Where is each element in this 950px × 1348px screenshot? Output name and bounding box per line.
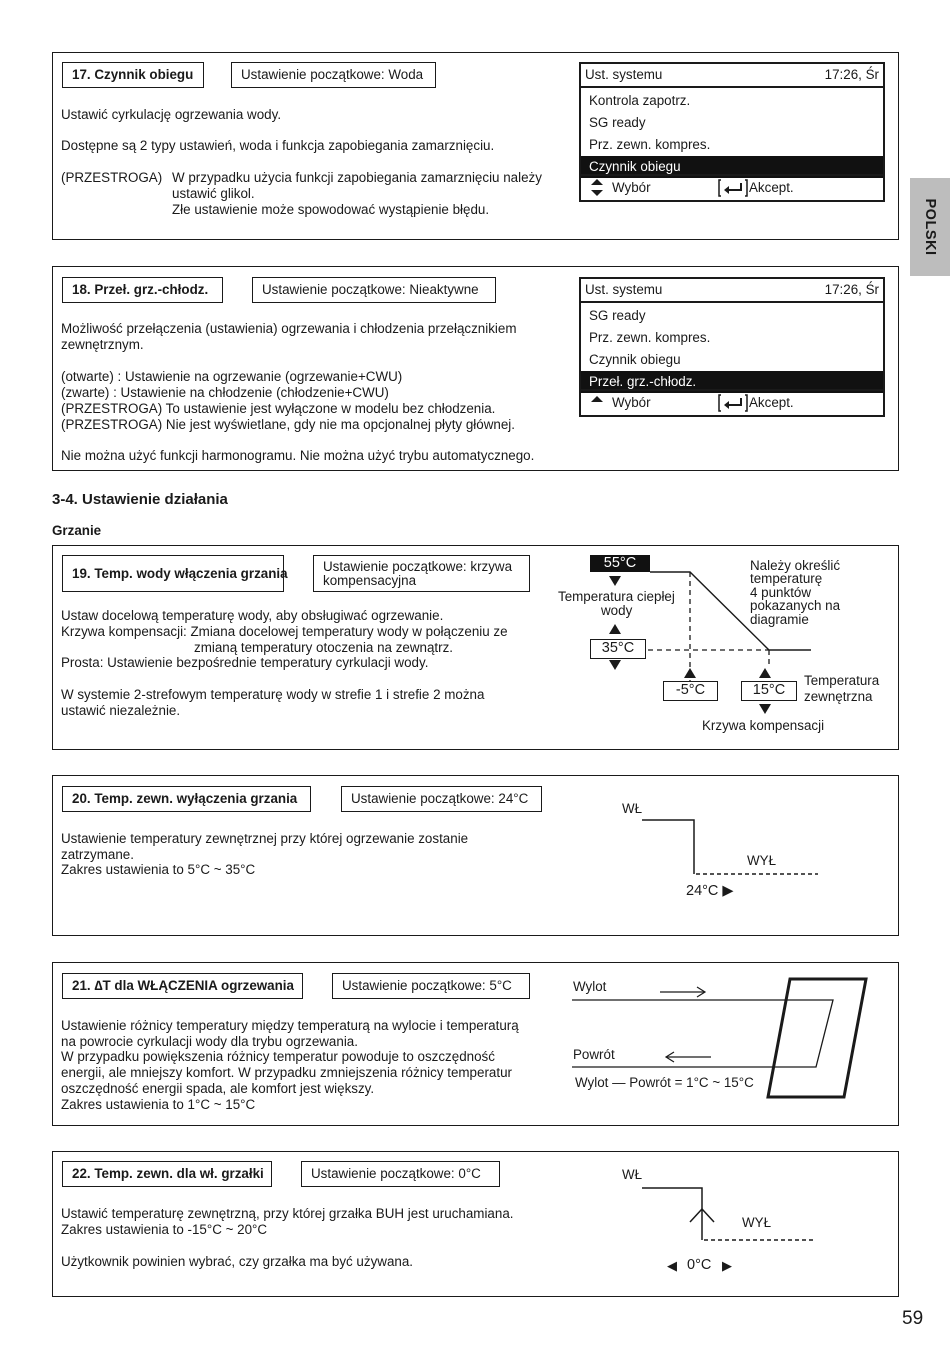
s18-line-7: Nie można użyć funkcji harmonogramu. Nie można użyć trybu automatycznego.	[61, 448, 535, 463]
s18-line-5: (PRZESTROGA) To ustawienie jest wyłączone w modelu bez chłodzenia.	[61, 401, 496, 416]
s20-line-1: Ustawienie temperatury zewnętrznej przy której ogrzewanie zostanie	[61, 831, 469, 846]
on-label-22: WŁ	[622, 1167, 643, 1182]
outdoor-temp-low-value: -5°C	[663, 681, 718, 701]
setting-19-default-line2: kompensacyjna	[323, 573, 417, 588]
enter-key-icon	[718, 394, 748, 412]
setting-19-default-line1: Ustawienie początkowe: krzywa	[323, 559, 513, 574]
delta-formula: Wylot — Powrót = 1°C ~ 15°C	[575, 1075, 754, 1090]
lcd-menu-item-label: Przeł. grz.-chłodz.	[589, 374, 697, 389]
curve-label: Krzywa kompensacji	[702, 718, 825, 733]
s17-line-2: Dostępne są 2 typy ustawień, woda i funkcja zapobiegania zamarznięciu.	[61, 138, 495, 153]
setting-19-title: 19. Temp. wody włączenia grzania	[62, 555, 284, 592]
lcd-select-label: Wybór	[612, 180, 651, 195]
s21-line-6: Zakres ustawienia to 1°C ~ 15°C	[61, 1097, 256, 1112]
return-label: Powrót	[573, 1047, 615, 1062]
s21-line-2: na powrocie cyrkulacji wody dla trybu ogrzewania.	[61, 1034, 358, 1049]
page-number: 59	[902, 1308, 924, 1329]
lcd-menu-item-label: Czynnik obiegu	[589, 352, 681, 367]
s17-caution-3: Złe ustawienie może spowodować wystąpienie błędu.	[172, 202, 490, 217]
on-label-20: WŁ	[622, 801, 643, 816]
lcd-accept-label: Akcept.	[749, 395, 794, 410]
outlet-label: Wylot	[573, 979, 607, 994]
water-temp-label-1: Temperatura ciepłej	[558, 589, 675, 604]
s18-line-2: zewnętrznym.	[61, 337, 144, 352]
setting-17-default: Ustawienie początkowe: Woda	[231, 62, 436, 88]
lcd-menu-item-label: Prz. zewn. kompres.	[589, 330, 711, 345]
water-temp-label-2: wody	[601, 603, 633, 618]
s18-line-3: (otwarte) : Ustawienie na ogrzewanie (ogrzewanie+CWU)	[61, 369, 403, 384]
lcd-time: 17:26, Śr	[824, 67, 879, 82]
s20-line-3: Zakres ustawienia to 5°C ~ 35°C	[61, 862, 256, 877]
lcd-time: 17:26, Śr	[824, 282, 879, 297]
note-line-5: diagramie	[750, 612, 809, 627]
setting-19-default	[313, 555, 530, 592]
lcd-screen-17	[579, 62, 885, 202]
off-temp-value-20: 24°C ▶	[686, 883, 734, 899]
s19-line-2: Krzywa kompensacji: Zmiana docelowej temperatury wody w połączeniu ze	[61, 624, 508, 639]
s22-line-1: Ustawić temperaturę zewnętrzną, przy której grzałka BUH jest uruchamiana.	[61, 1206, 514, 1221]
setting-20-default: Ustawienie początkowe: 24°C	[341, 786, 542, 812]
lcd-menu-item-label: Czynnik obiegu	[589, 159, 681, 174]
heater-temp-value: 0°C	[687, 1257, 712, 1273]
lcd-footer	[581, 389, 883, 415]
s19-line-3: zmianą temperatury otoczenia na zewnątrz.	[194, 640, 454, 655]
lcd-header	[581, 64, 883, 88]
outdoor-temp-label-1: Temperatura	[804, 673, 880, 688]
s17-caution-label: (PRZESTROGA)	[61, 170, 163, 185]
right-arrow-icon: ▶	[722, 1258, 732, 1273]
up-down-arrow-icon	[591, 179, 603, 197]
language-tab	[910, 178, 950, 276]
lcd-menu-item[interactable]	[581, 305, 883, 327]
s22-line-3: Użytkownik powinien wybrać, czy grzałka ma być używana.	[61, 1254, 414, 1269]
setting-20-title: 20. Temp. zewn. wyłączenia grzania	[62, 786, 311, 812]
s20-line-2: zatrzymane.	[61, 847, 134, 862]
lcd-menu-item[interactable]	[581, 349, 883, 371]
s17-caution-1: W przypadku użycia funkcji zapobiegania zamarznięciu należy	[172, 170, 542, 185]
s17-caution-2: ustawić glikol.	[172, 186, 255, 201]
setting-18-title: 18. Przeł. grz.-chłodz.	[62, 277, 223, 303]
note-line-1: Należy określić	[750, 558, 841, 573]
off-label-20: WYŁ	[747, 853, 777, 868]
lcd-header	[581, 279, 883, 303]
s19-line-5: W systemie 2-strefowym temperaturę wody w strefie 1 i strefie 2 można	[61, 687, 485, 702]
outdoor-temp-high-value: 15°C	[741, 681, 797, 701]
note-line-3: 4 punktów	[750, 585, 812, 600]
s21-line-1: Ustawienie różnicy temperatury między temperaturą na wylocie i temperaturą	[61, 1018, 519, 1033]
left-arrow-icon: ◀	[667, 1258, 677, 1273]
s17-line-1: Ustawić cyrkulację ogrzewania wody.	[61, 107, 282, 122]
water-temp-low-value: 35°C	[590, 639, 646, 659]
s21-line-3: W przypadku powiększenia różnicy temperatur powoduje to oszczędność	[61, 1049, 495, 1064]
lcd-menu-item[interactable]	[581, 327, 883, 349]
setting-22-default: Ustawienie początkowe: 0°C	[301, 1161, 500, 1187]
setting-17-title: 17. Czynnik obiegu	[62, 62, 204, 88]
setting-21-title: 21. ∆T dla WŁĄCZENIA ogrzewania	[62, 973, 303, 999]
s22-line-2: Zakres ustawienia to -15°C ~ 20°C	[61, 1222, 268, 1237]
lcd-menu-item-label: SG ready	[589, 308, 646, 323]
lcd-title: Ust. systemu	[585, 67, 663, 82]
lcd-menu-item-label: SG ready	[589, 115, 646, 130]
up-arrow-icon	[591, 396, 603, 404]
lcd-menu-item-label: Kontrola zapotrz.	[589, 93, 691, 108]
s19-line-4: Prosta: Ustawienie bezpośrednie temperatury cyrkulacji wody.	[61, 655, 429, 670]
lcd-accept-label: Akcept.	[749, 180, 794, 195]
s19-line-1: Ustaw docelową temperaturę wody, aby obsługiwać ogrzewanie.	[61, 608, 444, 623]
s19-line-6: ustawić niezależnie.	[61, 703, 181, 718]
setting-21-default: Ustawienie początkowe: 5°C	[332, 973, 530, 999]
subheading-heating: Grzanie	[52, 523, 102, 538]
section-heading: 3-4. Ustawienie działania	[52, 491, 228, 508]
off-label-22: WYŁ	[742, 1215, 772, 1230]
lcd-select-label: Wybór	[612, 395, 651, 410]
outdoor-temp-label-2: zewnętrzna	[804, 689, 873, 704]
s18-line-6: (PRZESTROGA) Nie jest wyświetlane, gdy nie ma opcjonalnej płyty głównej.	[61, 417, 515, 432]
setting-18-default: Ustawienie początkowe: Nieaktywne	[252, 277, 496, 303]
setting-22-title: 22. Temp. zewn. dla wł. grzałki	[62, 1161, 272, 1187]
s21-line-5: oszczędność energii spada, ale komfort jest większy.	[61, 1081, 375, 1096]
lcd-menu-item[interactable]	[581, 90, 883, 112]
s21-line-4: energii, ale mniejszy komfort. W przypadku zmniejszenia różnicy temperatur	[61, 1065, 512, 1080]
note-line-4: pokazanych na	[750, 598, 841, 613]
lcd-screen-18	[579, 277, 885, 417]
lcd-title: Ust. systemu	[585, 282, 663, 297]
lcd-footer	[581, 174, 883, 200]
lcd-menu-item-label: Prz. zewn. kompres.	[589, 137, 711, 152]
lcd-menu-item[interactable]	[581, 134, 883, 156]
note-line-2: temperaturę	[750, 571, 823, 586]
water-temp-high-value: 55°C	[590, 555, 650, 572]
language-label: POLSKI	[922, 198, 938, 256]
enter-key-icon	[718, 179, 748, 197]
lcd-menu-item[interactable]	[581, 112, 883, 134]
s18-line-4: (zwarte) : Ustawienie na chłodzenie (chłodzenie+CWU)	[61, 385, 389, 400]
s18-line-1: Możliwość przełączenia (ustawienia) ogrzewania i chłodzenia przełącznikiem	[61, 321, 517, 336]
